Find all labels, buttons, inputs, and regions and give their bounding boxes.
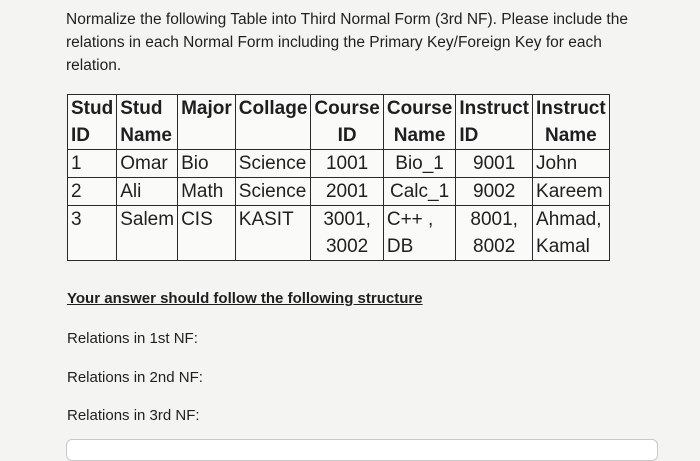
cell-course-name: Calc_1 (383, 178, 455, 206)
unnormalized-table (67, 94, 610, 261)
cell-stud-id: 3 (68, 206, 117, 261)
cell-instruct-id: 8001, 8002 (456, 206, 533, 261)
cell-course-id: 3001, 3002 (311, 206, 383, 261)
table-row (68, 206, 610, 261)
cell-collage: KASIT (235, 206, 311, 261)
cell-collage: Science (235, 178, 311, 206)
relations-1nf-label: Relations in 1st NF: (67, 330, 198, 347)
cell-major: Bio (178, 150, 236, 178)
table-row (68, 178, 610, 206)
cell-stud-id: 2 (68, 178, 117, 206)
relations-3nf-label: Relations in 3rd NF: (67, 407, 200, 424)
answer-input[interactable] (66, 439, 658, 461)
header-collage: Collage (235, 95, 311, 150)
header-stud-id: Stud ID (68, 95, 117, 150)
cell-instruct-name: John (533, 150, 610, 178)
header-major: Major (178, 95, 236, 150)
cell-stud-id: 1 (68, 150, 117, 178)
cell-collage: Science (235, 150, 311, 178)
cell-stud-name: Ali (117, 178, 178, 206)
cell-instruct-name: Kareem (533, 178, 610, 206)
header-instruct-id: Instruct ID (456, 95, 533, 150)
cell-instruct-id: 9001 (456, 150, 533, 178)
relations-2nf-label: Relations in 2nd NF: (67, 369, 203, 386)
cell-instruct-id: 9002 (456, 178, 533, 206)
header-course-name: Course Name (383, 95, 455, 150)
cell-course-id: 2001 (311, 178, 383, 206)
cell-course-id: 1001 (311, 150, 383, 178)
table-row (68, 150, 610, 178)
header-course-id: Course ID (311, 95, 383, 150)
cell-stud-name: Omar (117, 150, 178, 178)
header-instruct-name: Instruct Name (533, 95, 610, 150)
cell-course-name: Bio_1 (383, 150, 455, 178)
table-header-row (68, 95, 610, 150)
cell-major: CIS (178, 206, 236, 261)
cell-instruct-name: Ahmad, Kamal (533, 206, 610, 261)
question-text: Normalize the following Table into Third Normal Form (3rd NF). Please include the relations in each Normal Form including the Primary Key/Foreign Key for each relation. (66, 11, 628, 74)
header-stud-name: Stud Name (117, 95, 178, 150)
cell-major: Math (178, 178, 236, 206)
cell-course-name: C++ , DB (383, 206, 455, 261)
structure-heading: Your answer should follow the following structure (67, 290, 423, 307)
cell-stud-name: Salem (117, 206, 178, 261)
